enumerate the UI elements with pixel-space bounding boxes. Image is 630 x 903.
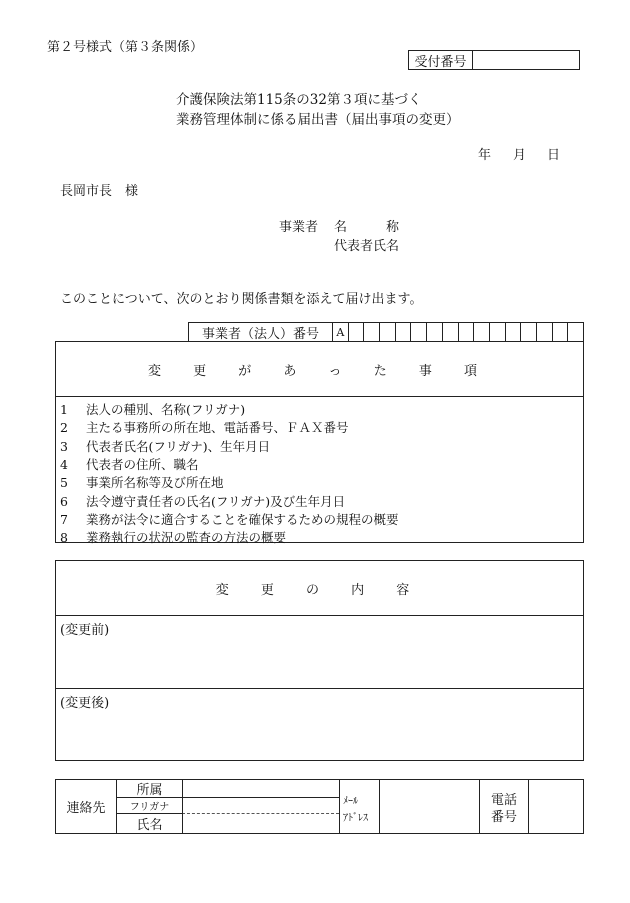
furigana-field[interactable]: [184, 798, 338, 812]
furigana-label: フリガナ: [129, 801, 170, 813]
representative-name-label: 代表者氏名: [334, 239, 400, 254]
operator-label: 事業者: [279, 220, 319, 235]
contact-label: 連絡先: [66, 801, 106, 816]
list-item: [60, 437, 270, 455]
item-text: 代表者の住所、職名: [86, 456, 199, 472]
item-text: 事業所名称等及び所在地: [86, 475, 224, 491]
operator-number-cell[interactable]: [567, 323, 583, 341]
name-field[interactable]: [184, 814, 338, 832]
date-year-label: 年: [478, 148, 492, 163]
operator-number-cell[interactable]: [379, 323, 395, 341]
item-number: 5: [60, 475, 68, 491]
operator-number-cell[interactable]: [520, 323, 536, 341]
reception-number-field[interactable]: [474, 51, 578, 69]
affiliation-field[interactable]: [184, 781, 338, 796]
date-day-label: 日: [547, 148, 561, 163]
item-text: 業務が法令に適合することを確保するための規程の概要: [86, 511, 399, 527]
list-item: [60, 528, 286, 546]
before-change-label: (変更前): [60, 623, 110, 638]
phone-label-line-1: 電話: [490, 793, 517, 808]
before-change-field[interactable]: [58, 617, 580, 687]
item-number: 8: [60, 530, 68, 546]
after-change-field[interactable]: [58, 690, 580, 758]
email-label-line-2: ｱﾄﾞﾚｽ: [343, 813, 368, 824]
operator-number-row: [188, 322, 584, 342]
changed-items-header: 変 更 が あ っ た 事 項: [148, 363, 491, 379]
reception-number-box: [408, 50, 580, 70]
operator-number-cell[interactable]: [473, 323, 489, 341]
operator-number-cell[interactable]: [536, 323, 552, 341]
item-text: 法令遵守責任者の氏名(フリガナ)及び生年月日: [86, 493, 346, 509]
list-item: [60, 473, 224, 491]
item-text: 業務執行の状況の監査の方法の概要: [86, 530, 287, 546]
list-item: [60, 510, 399, 528]
operator-number-cell[interactable]: [426, 323, 442, 341]
reception-number-label: 受付番号: [414, 54, 467, 70]
email-label-line-1: ﾒｰﾙ: [343, 796, 358, 807]
operator-number-cell[interactable]: [552, 323, 568, 341]
phone-field[interactable]: [530, 782, 581, 831]
item-text: 主たる事務所の所在地、電話番号、ＦＡＸ番号: [86, 420, 349, 436]
phone-label-line-2: 番号: [490, 810, 517, 825]
operator-number-cell[interactable]: [505, 323, 521, 341]
operator-number-cell[interactable]: [458, 323, 474, 341]
operator-number-cell[interactable]: [442, 323, 458, 341]
contact-table: [55, 779, 584, 834]
operator-number-label: 事業者（法人）番号: [201, 326, 319, 342]
operator-number-cells[interactable]: [332, 323, 583, 341]
intro-text: このことについて、次のとおり関係書類を添えて届け出ます。: [60, 292, 423, 307]
addressee: 長岡市長 様: [60, 184, 139, 199]
item-number: 6: [60, 493, 68, 509]
operator-number-cell[interactable]: A: [332, 323, 348, 341]
change-content-table: [55, 560, 584, 761]
operator-name-label: 名 称: [334, 220, 400, 235]
item-number: 3: [60, 438, 68, 454]
operator-number-cell[interactable]: [348, 323, 364, 341]
date-month-label: 月: [513, 148, 527, 163]
item-number: 7: [60, 511, 68, 527]
change-content-header: 変 更 の 内 容: [215, 582, 424, 598]
name-label: 氏名: [136, 817, 163, 833]
list-item: [60, 400, 245, 418]
item-number: 4: [60, 456, 68, 472]
item-text: 代表者氏名(フリガナ)、生年月日: [86, 438, 271, 454]
operator-number-cell[interactable]: [410, 323, 426, 341]
list-item: [60, 455, 199, 473]
operator-number-cell[interactable]: [363, 323, 379, 341]
item-text: 法人の種別、名称(フリガナ): [86, 402, 246, 417]
list-item: [60, 492, 345, 510]
email-field[interactable]: [381, 782, 477, 831]
list-item: [60, 418, 349, 436]
after-change-label: (変更後): [60, 696, 110, 711]
form-number: 第２号様式（第３条関係）: [47, 40, 204, 55]
title-line-2: 業務管理体制に係る届出書（届出事項の変更）: [176, 112, 460, 128]
item-number: 2: [60, 420, 68, 436]
affiliation-label: 所属: [136, 783, 163, 798]
operator-number-cell[interactable]: [489, 323, 505, 341]
operator-number-cell[interactable]: [395, 323, 411, 341]
title-line-1: 介護保険法第115条の32第３項に基づく: [176, 92, 422, 108]
item-number: 1: [60, 402, 68, 417]
